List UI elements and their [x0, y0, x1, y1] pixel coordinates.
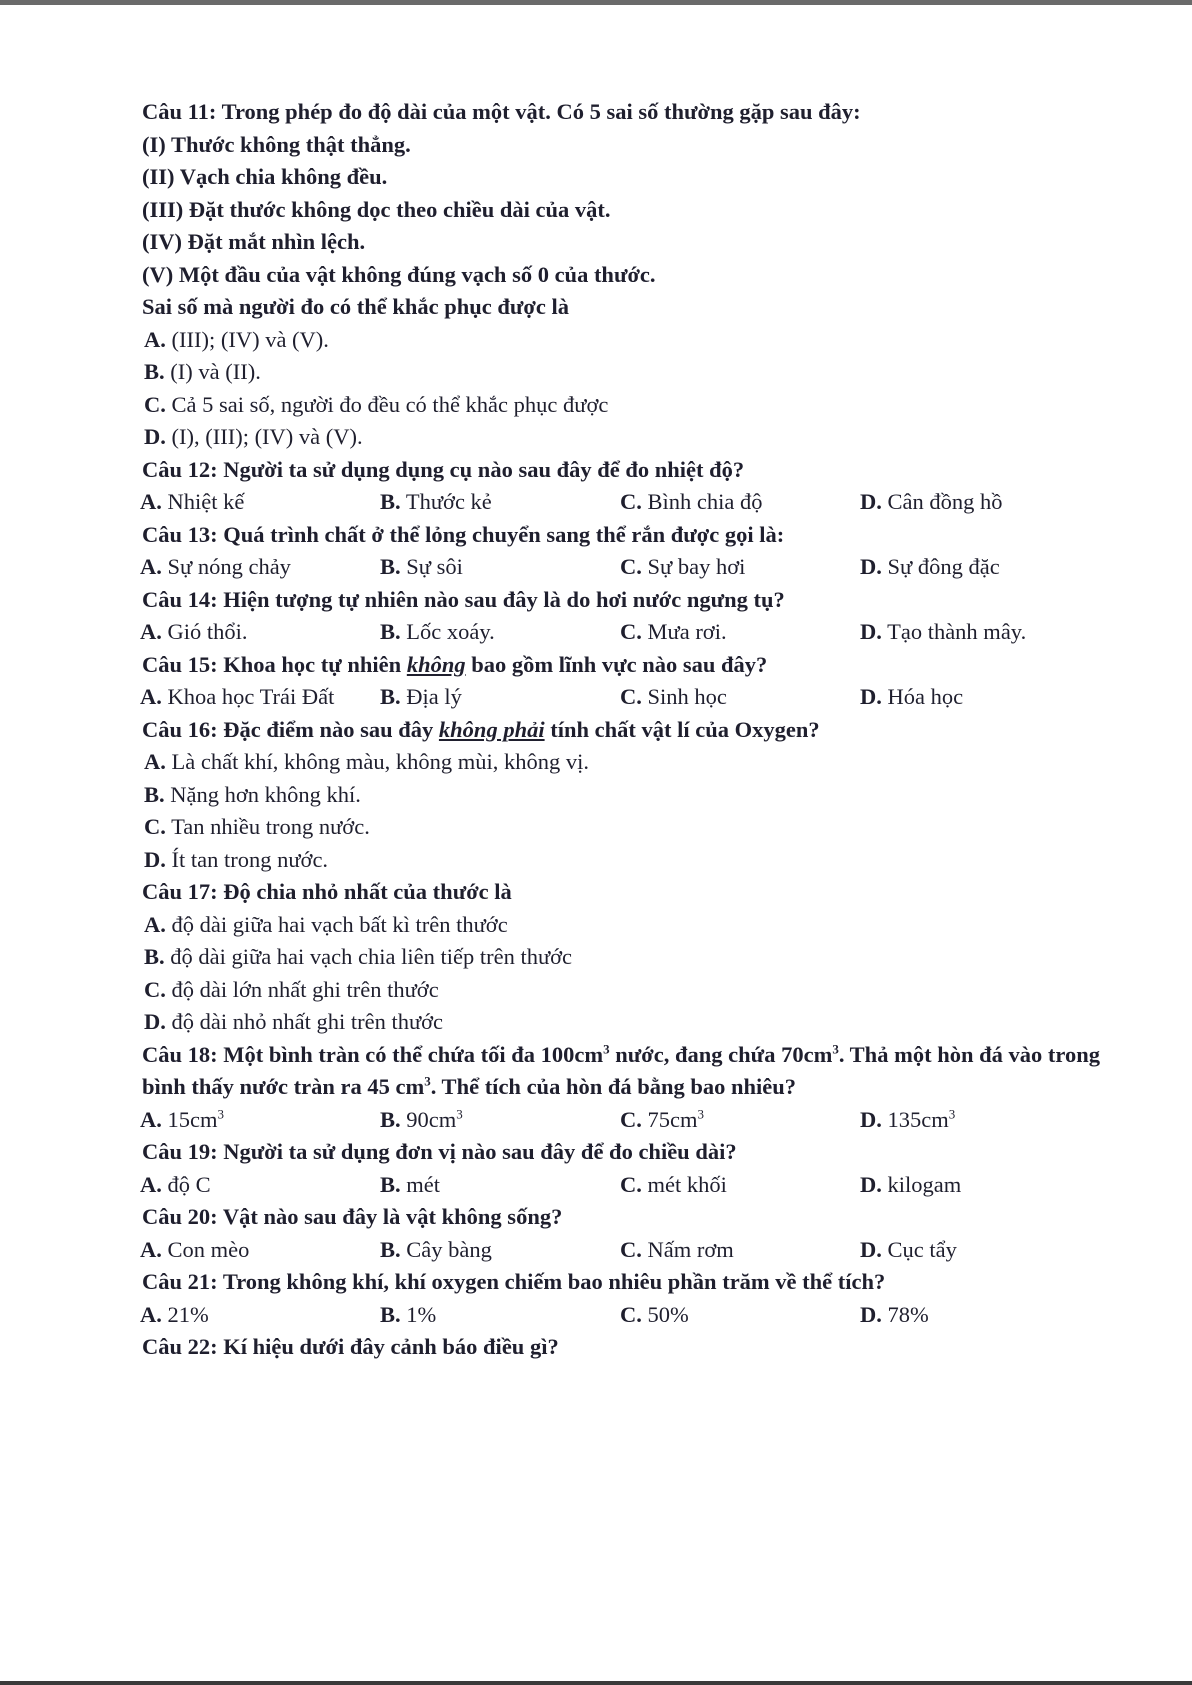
options-row: [120, 1169, 1100, 1202]
option-a: A. 21%: [140, 1301, 209, 1327]
error-item: (III) Đặt thước không dọc theo chiều dài của vật.: [142, 196, 611, 222]
question-number: Câu 21:: [142, 1269, 218, 1294]
option-a: A. độ C: [140, 1171, 211, 1197]
option-c: C. độ dài lớn nhất ghi trên thước: [144, 976, 439, 1002]
option-b: B. Nặng hơn không khí.: [144, 781, 361, 807]
option-a: A. Sự nóng chảy: [140, 554, 291, 579]
option-d: D. 78%: [860, 1301, 929, 1327]
option-b: B. mét: [380, 1171, 441, 1197]
option-d: D. Cục tẩy: [860, 1236, 957, 1262]
option-a: A. Con mèo: [140, 1236, 250, 1262]
question-16: [120, 714, 1100, 877]
options-row: [120, 1234, 1100, 1267]
option-d: D. Hóa học: [860, 684, 964, 709]
option-a: A. Gió thổi.: [140, 619, 248, 644]
option-c: C. Sinh học: [620, 684, 727, 709]
question-text: Một bình tràn có thể chứa tối đa $100cm^3$ nước, đang chứa $70cm^3$. Thả một hòn đá vào trong bình thấy nước tràn ra 45 $cm^3$. Thể tích của hòn đá bằng bao nhiêu?: [142, 1041, 1100, 1099]
question-22: [120, 1331, 1100, 1364]
question-11: [120, 96, 1100, 454]
question-text: Khoa học tự nhiên: [223, 651, 402, 677]
question-number: Câu 11:: [142, 99, 217, 124]
error-item: (V) Một đầu của vật không đúng vạch số 0 của thước.: [142, 261, 656, 287]
scan-edge-bottom: [0, 1681, 1192, 1685]
question-number: Câu 13:: [142, 521, 218, 547]
option-a: A. Khoa học Trái Đất: [140, 684, 335, 709]
question-text: Kí hiệu dưới đây cảnh báo điều gì?: [223, 1334, 559, 1359]
option-a: A. (III); (IV) và (V).: [144, 326, 329, 352]
option-b: B. Thước kẻ: [380, 489, 492, 514]
emphasis-word: không phải: [438, 716, 545, 742]
question-text: bao gồm lĩnh vực nào sau đây?: [471, 651, 768, 677]
question-15: [120, 649, 1100, 714]
option-c: C. mét khối: [620, 1171, 727, 1197]
question-text: tính chất vật lí của Oxygen?: [550, 716, 820, 742]
question-text: Người ta sử dụng đơn vị nào sau đây để đo chiều dài?: [223, 1139, 737, 1164]
option-d: D. Sự đông đặc: [860, 554, 1000, 579]
option-d: D. kilogam: [860, 1171, 962, 1197]
option-d: D. Cân đồng hồ: [860, 489, 1003, 514]
scan-edge-top: [0, 0, 1192, 5]
options-row: [120, 486, 1100, 519]
option-c: C. Mưa rơi.: [620, 619, 727, 644]
option-d: D. độ dài nhỏ nhất ghi trên thước: [144, 1009, 444, 1034]
question-20: [120, 1201, 1100, 1266]
question-number: Câu 14:: [142, 586, 218, 612]
option-a: A. $15cm^3$: [140, 1106, 224, 1132]
options-row: [120, 551, 1100, 584]
option-b: B. Địa lý: [380, 684, 462, 709]
option-b: B. (I) và (II).: [144, 359, 261, 384]
question-number: Câu 12:: [142, 456, 218, 482]
question-text: Vật nào sau đây là vật không sống?: [222, 1204, 563, 1229]
option-c: C. 50%: [620, 1301, 689, 1327]
question-17: [120, 876, 1100, 1039]
options-row: [120, 1104, 1100, 1137]
emphasis-word: không: [406, 651, 466, 677]
question-number: Câu 20:: [142, 1204, 218, 1229]
option-d: D. Tạo thành mây.: [860, 619, 1027, 644]
option-c: C. Tan nhiều trong nước.: [144, 814, 370, 839]
question-number: Câu 15:: [142, 651, 218, 677]
option-c: C. Nấm rơm: [620, 1236, 734, 1262]
question-prompt: Sai số mà người đo có thể khắc phục được là: [142, 294, 569, 319]
options-row: [120, 616, 1100, 649]
question-text: Người ta sử dụng dụng cụ nào sau đây để đo nhiệt độ?: [223, 456, 745, 482]
option-b: B. 1%: [380, 1301, 437, 1327]
option-d: D. Ít tan trong nước.: [144, 846, 329, 872]
option-c: C. $75cm^3$: [620, 1106, 704, 1132]
error-item: (II) Vạch chia không đều.: [142, 164, 388, 189]
question-text: Đặc điểm nào sau đây: [223, 716, 434, 742]
option-a: A. độ dài giữa hai vạch bất kì trên thước: [144, 911, 508, 937]
question-text: Trong không khí, khí oxygen chiếm bao nhiêu phần trăm về thể tích?: [222, 1269, 886, 1294]
option-b: B. độ dài giữa hai vạch chia liên tiếp trên thước: [144, 944, 573, 969]
option-b: B. Cây bàng: [380, 1236, 492, 1262]
option-c: C. Cả 5 sai số, người đo đều có thể khắc phục được: [144, 391, 609, 417]
question-number: Câu 16:: [142, 716, 218, 742]
question-text: Độ chia nhỏ nhất của thước là: [223, 879, 512, 904]
question-12: [120, 454, 1100, 519]
question-number: Câu 17:: [142, 879, 218, 904]
option-d: D. (I), (III); (IV) và (V).: [144, 424, 363, 449]
error-item: (I) Thước không thật thẳng.: [142, 131, 411, 157]
option-c: C. Bình chia độ: [620, 489, 763, 514]
error-item: (IV) Đặt mắt nhìn lệch.: [142, 229, 366, 254]
question-18: [120, 1039, 1100, 1137]
option-a: A. Là chất khí, không màu, không mùi, không vị.: [144, 749, 589, 774]
question-number: Câu 18:: [142, 1041, 218, 1067]
question-text: Hiện tượng tự nhiên nào sau đây là do hơi nước ngưng tụ?: [223, 586, 785, 612]
option-c: C. Sự bay hơi: [620, 554, 746, 579]
option-d: D. $135cm^3$: [860, 1106, 956, 1132]
question-number: Câu 22:: [142, 1334, 218, 1359]
question-19: [120, 1136, 1100, 1201]
option-a: A. Nhiệt kế: [140, 489, 245, 514]
option-b: B. Sự sôi: [380, 554, 463, 579]
option-b: B. $90cm^3$: [380, 1106, 463, 1132]
question-number: Câu 19:: [142, 1139, 218, 1164]
exam-page: [120, 96, 1100, 1364]
options-row: [120, 681, 1100, 714]
question-14: [120, 584, 1100, 649]
question-text: Quá trình chất ở thể lỏng chuyển sang thể rắn được gọi là:: [223, 521, 785, 547]
question-13: [120, 519, 1100, 584]
option-b: B. Lốc xoáy.: [380, 619, 495, 644]
options-row: [120, 1299, 1100, 1332]
question-21: [120, 1266, 1100, 1331]
question-text: Trong phép đo độ dài của một vật. Có 5 sai số thường gặp sau đây:: [221, 99, 861, 124]
